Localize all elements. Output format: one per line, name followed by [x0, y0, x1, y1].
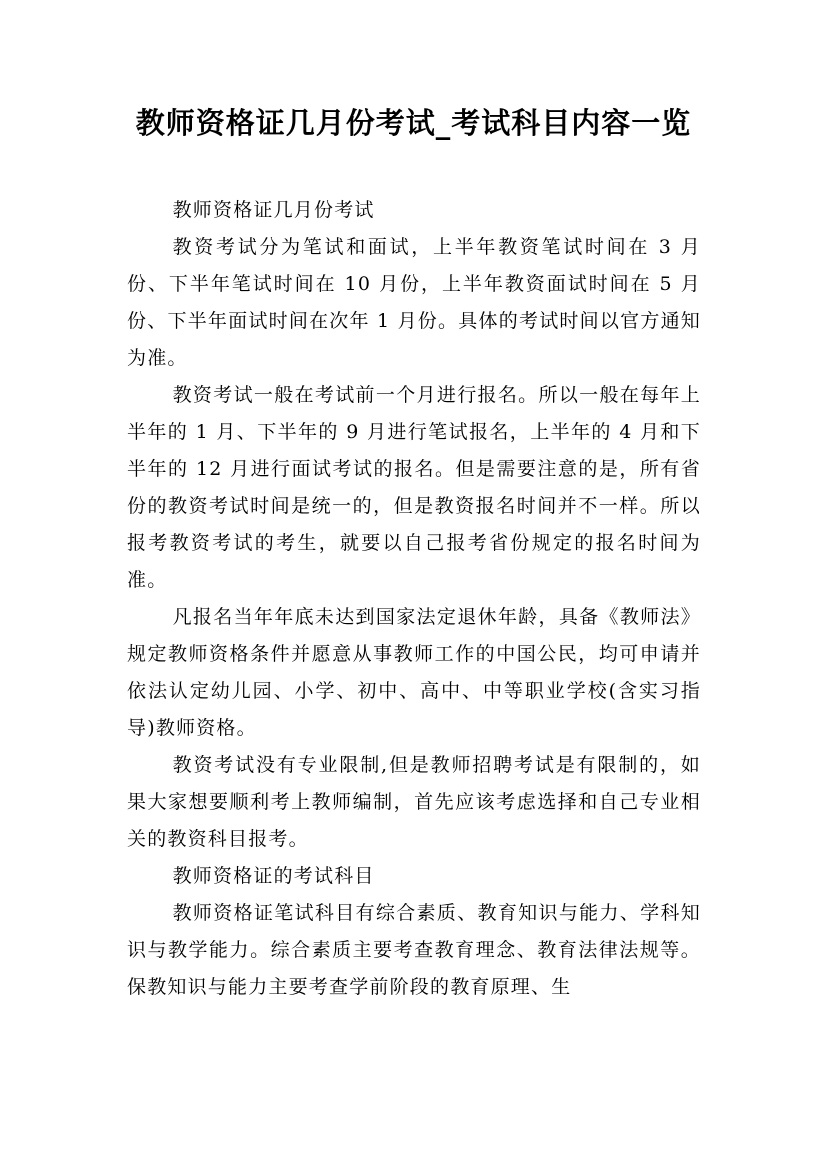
paragraph-eligibility: 凡报名当年年底未达到国家法定退休年龄，具备《教师法》规定教师资格条件并愿意从事教师工作的中国公民，均可申请并依法认定幼儿园、小学、初中、高中、中等职业学校(含实习指导)教师资格。: [127, 606, 701, 739]
heading-exam-subjects: 教师资格证的考试科目: [172, 865, 375, 887]
paragraph-major-restriction: 教资考试没有专业限制,但是教师招聘考试是有限制的，如果大家想要顺利考上教师编制，首先应该考虑选择和自己专业相关的教资科目报考。: [127, 754, 701, 850]
paragraph-registration-time: 教资考试一般在考试前一个月进行报名。所以一般在每年上半年的 1 月、下半年的 9 月进行笔试报名，上半年的 4 月和下半年的 12 月进行面试考试的报名。但是需要注意的是，所有省份的教资考试时间是统一的，但是教资报名时间并不一样。所以报考教资考试的考生，就要以自己报考省份规定的报名时间为准。: [127, 384, 701, 591]
paragraph-written-subjects: 教师资格证笔试科目有综合素质、教育知识与能力、学科知识与教学能力。综合素质主要考查教育理念、教育法律法规等。保教知识与能力主要考查学前阶段的教育原理、生: [127, 902, 701, 998]
document-title: 教师资格证几月份考试_考试科目内容一览: [135, 106, 692, 140]
paragraph-exam-schedule: 教资考试分为笔试和面试，上半年教资笔试时间在 3 月份、下半年笔试时间在 10 月份，上半年教资面试时间在 5 月份、下半年面试时间在次年 1 月份。具体的考试时间以官方通知为准。: [127, 236, 701, 369]
document-body: [127, 192, 701, 1006]
heading-exam-month: 教师资格证几月份考试: [172, 199, 375, 221]
